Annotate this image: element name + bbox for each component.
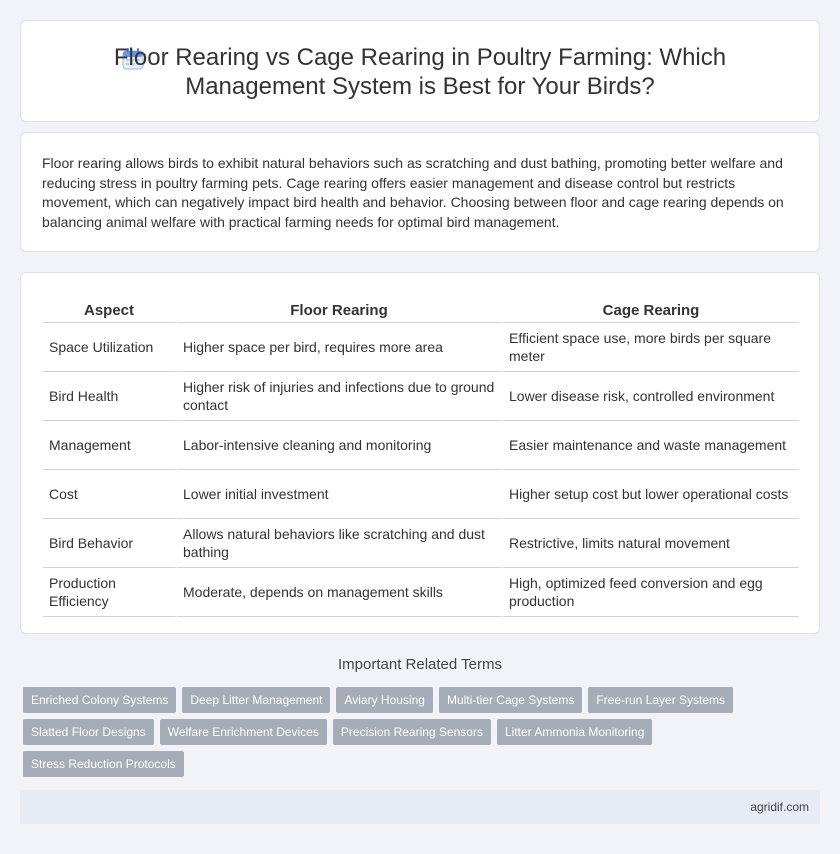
table-cell-floor: Allows natural behaviors like scratching and dust bathing <box>177 519 503 568</box>
page-title: Floor Rearing vs Cage Rearing in Poultry Farming: Which Management System is Best for Your Birds? <box>113 44 727 100</box>
tag-row <box>23 751 783 777</box>
header-aspect: Aspect <box>43 295 177 323</box>
title-card <box>20 20 820 122</box>
table-cell-aspect: Bird Health <box>43 372 177 421</box>
tag-litter-ammonia-monitoring[interactable]: Litter Ammonia Monitoring <box>497 719 652 745</box>
tag-deep-litter-management[interactable]: Deep Litter Management <box>182 687 330 713</box>
table-row <box>43 470 799 519</box>
table-cell-cage: Restrictive, limits natural movement <box>503 519 799 568</box>
comparison-card <box>20 272 820 634</box>
tag-precision-rearing-sensors[interactable]: Precision Rearing Sensors <box>333 719 491 745</box>
table-row <box>43 323 799 372</box>
table-cell-aspect: Production Efficiency <box>43 568 177 617</box>
table-row <box>43 519 799 568</box>
table-cell-floor: Lower initial investment <box>177 470 503 519</box>
related-terms-tags <box>23 687 783 783</box>
table-cell-floor: Moderate, depends on management skills <box>177 568 503 617</box>
table-cell-cage: Easier maintenance and waste management <box>503 421 799 470</box>
tag-row <box>23 687 783 713</box>
table-cell-aspect: Cost <box>43 470 177 519</box>
related-terms-title: Important Related Terms <box>338 656 502 673</box>
table-row <box>43 421 799 470</box>
table-cell-cage: Efficient space use, more birds per square meter <box>503 323 799 372</box>
table-cell-aspect: Space Utilization <box>43 323 177 372</box>
table-cell-floor: Higher space per bird, requires more area <box>177 323 503 372</box>
table-cell-aspect: Management <box>43 421 177 470</box>
tag-enriched-colony-systems[interactable]: Enriched Colony Systems <box>23 687 176 713</box>
tag-welfare-enrichment-devices[interactable]: Welfare Enrichment Devices <box>160 719 327 745</box>
tag-multi-tier-cage-systems[interactable]: Multi-tier Cage Systems <box>439 687 582 713</box>
table-cell-floor: Labor-intensive cleaning and monitoring <box>177 421 503 470</box>
tag-free-run-layer-systems[interactable]: Free-run Layer Systems <box>588 687 733 713</box>
intro-text: Floor rearing allows birds to exhibit natural behaviors such as scratching and dust bathing, promoting better welfare and reducing stress in poultry farming pets. Cage rearing offers easier management and disease control but restricts movement, which can negatively impact bird health and behavior. Choosing between floor and cage rearing depends on balancing animal welfare with practical farming needs for optimal bird management. <box>42 155 784 230</box>
table-cell-aspect: Bird Behavior <box>43 519 177 568</box>
table-cell-cage: Lower disease risk, controlled environment <box>503 372 799 421</box>
tag-row <box>23 719 783 745</box>
table-row <box>43 568 799 617</box>
table-cell-cage: Higher setup cost but lower operational costs <box>503 470 799 519</box>
tag-aviary-housing[interactable]: Aviary Housing <box>336 687 432 713</box>
header-floor-rearing: Floor Rearing <box>177 295 503 323</box>
table-cell-floor: Higher risk of injuries and infections due to ground contact <box>177 372 503 421</box>
header-cage-rearing: Cage Rearing <box>503 295 799 323</box>
tag-slatted-floor-designs[interactable]: Slatted Floor Designs <box>23 719 154 745</box>
table-header-row <box>43 295 799 323</box>
table-row <box>43 372 799 421</box>
footer-site-link[interactable]: agridif.com <box>750 800 809 814</box>
intro-card <box>20 132 820 252</box>
comparison-table <box>43 295 799 617</box>
tag-stress-reduction-protocols[interactable]: Stress Reduction Protocols <box>23 751 184 777</box>
table-cell-cage: High, optimized feed conversion and egg production <box>503 568 799 617</box>
footer <box>20 790 820 824</box>
